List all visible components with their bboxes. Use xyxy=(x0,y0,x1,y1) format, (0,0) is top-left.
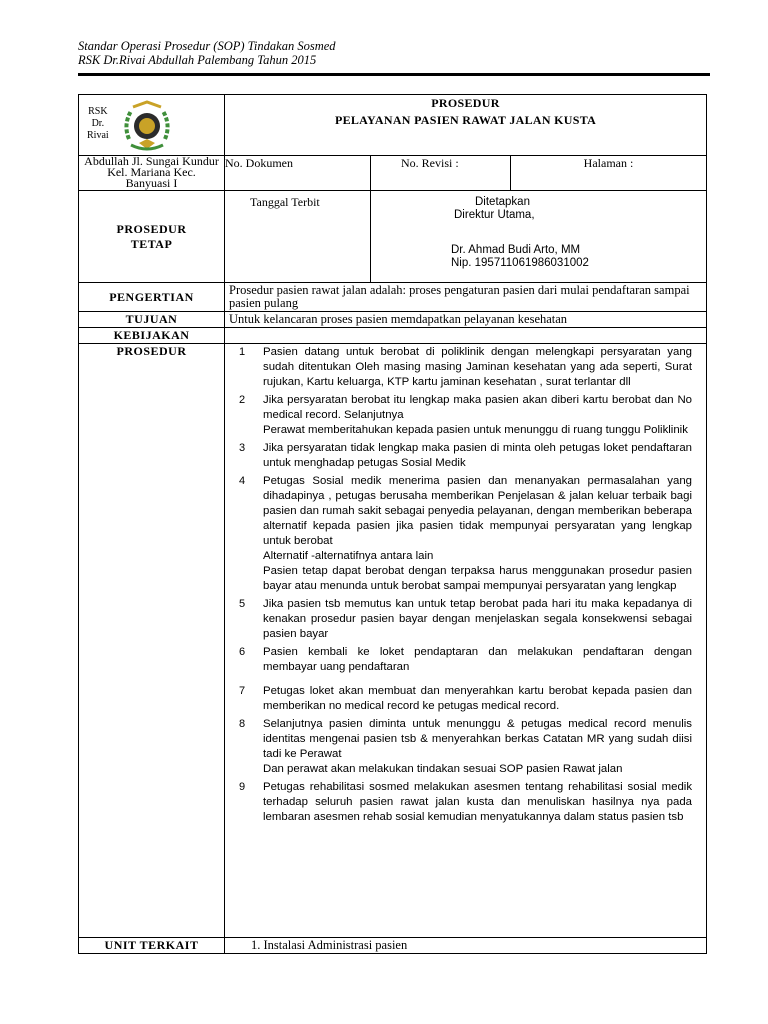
step-number: 4 xyxy=(239,475,246,487)
prosedur-steps-list xyxy=(225,345,706,825)
step-text: Jika persyaratan tidak lengkap maka pasien di minta oleh petugas loket pendaftaran untuk menghadap petugas Sosial Medik xyxy=(263,442,693,469)
pengertian-label: PENGERTIAN xyxy=(79,283,225,312)
ditetapkan-block xyxy=(371,191,707,283)
prosedur-step xyxy=(225,597,706,642)
kebijakan-label: KEBIJAKAN xyxy=(79,328,225,344)
hospital-address: Abdullah Jl. Sungai Kundur Kel. Mariana Kec. Banyuasi I xyxy=(79,156,225,191)
prosedur-step xyxy=(225,717,706,777)
step-number: 1 xyxy=(239,346,246,358)
unit-terkait-label: UNIT TERKAIT xyxy=(79,938,225,954)
unit-terkait-text: 1. Instalasi Administrasi pasien xyxy=(225,938,707,954)
prosedur-step xyxy=(225,780,706,825)
title-line1: PROSEDUR xyxy=(431,96,500,110)
halaman-cell: Halaman : xyxy=(511,156,707,191)
tanggal-terbit-cell: Tanggal Terbit xyxy=(225,191,371,283)
prosedur-step xyxy=(225,345,706,390)
step-text: Pasien datang untuk berobat di poliklinik dengan melengkapi persyaratan yang sudah ditentukan Oleh masing masing Jaminan kesehatan yang ada seperti, Surat rujukan, Kartu keluarga, KTP kartu jaminan kesehatan , surat terlantar dll xyxy=(263,346,693,388)
no-dokumen-cell: No. Dokumen xyxy=(225,156,371,191)
step-number: 8 xyxy=(239,718,246,730)
prosedur-steps-cell xyxy=(225,344,707,938)
prosedur-step xyxy=(225,393,706,438)
header-rule xyxy=(78,73,710,76)
step-number: 5 xyxy=(239,598,246,610)
document-title xyxy=(225,95,707,156)
prosedur-tetap-label: PROSEDUR TETAP xyxy=(79,191,225,283)
prosedur-label: PROSEDUR xyxy=(79,344,225,938)
step-number: 6 xyxy=(239,646,246,658)
ditetapkan-label: Ditetapkan xyxy=(475,196,530,208)
signer-nip: Nip. 195711061986031002 xyxy=(451,257,589,269)
signer-name: Dr. Ahmad Budi Arto, MM xyxy=(451,244,581,256)
prosedur-step xyxy=(225,474,706,594)
step-number: 3 xyxy=(239,442,246,454)
document-header-line1: Standar Operasi Prosedur (SOP) Tindakan Sosmed xyxy=(78,39,336,53)
tujuan-label: TUJUAN xyxy=(79,312,225,328)
step-text: Petugas rehabilitasi sosmed melakukan asesmen tentang rehabilitasi sosial medik terhadap seluruh pasien rawat jalan kusta dan menuliskan hasilnya nya pada lembaran asesmen rehab sosial kemudian menyatukannya dalam status pasien tsb xyxy=(263,781,693,823)
step-text: Jika persyaratan berobat itu lengkap maka pasien akan diberi kartu berobat dan No medical record. Selanjutnya Perawat memberitahukan kepada pasien untuk menunggu di ruang tunggu Poliklinik xyxy=(263,394,693,436)
tujuan-text: Untuk kelancaran proses pasien memdapatkan pelayanan kesehatan xyxy=(225,312,707,328)
step-number: 7 xyxy=(239,685,246,697)
step-text: Jika pasien tsb memutus kan untuk tetap berobat pada hari itu maka kepadanya di kenakan prosedur pasien bayar dengan menjelaskan segala konsekwensi sebagai pasien bayar xyxy=(263,598,693,640)
kebijakan-text xyxy=(225,328,707,344)
step-text: Pasien kembali ke loket pendaptaran dan melakukan pendaftaran dengan membayar uang pendaftaran xyxy=(263,646,693,673)
direktur-label: Direktur Utama, xyxy=(454,209,535,221)
prosedur-step xyxy=(225,441,706,471)
step-number: 9 xyxy=(239,781,246,793)
pengertian-text: Prosedur pasien rawat jalan adalah: proses pengaturan pasien dari mulai pendaftaran sampai pasien pulang xyxy=(225,283,707,312)
step-text: Selanjutnya pasien diminta untuk menunggu & petugas medical record menulis identitas mengenai pasien tsb & menyerahkan berkas Catatan MR yang sudah diisi tadi ke Perawat Dan perawat akan melakukan tindakan sesuai SOP pasien Rawat jalan xyxy=(263,718,693,775)
step-number: 2 xyxy=(239,394,246,406)
hospital-logo-cell xyxy=(79,95,225,156)
hospital-emblem-icon xyxy=(119,99,175,153)
prosedur-step xyxy=(225,684,706,714)
document-header-line2: RSK Dr.Rivai Abdullah Palembang Tahun 2015 xyxy=(78,53,317,67)
sop-table xyxy=(78,94,707,954)
prosedur-step xyxy=(225,645,706,675)
hospital-abbrev: RSK Dr. Rivai xyxy=(87,106,109,141)
no-revisi-cell: No. Revisi : xyxy=(371,156,511,191)
step-text: Petugas Sosial medik menerima pasien dan menanyakan permasalahan yang dihadapinya , petugas berusaha memberikan Penjelasan & jalan keluar terbaik bagi pasien dan rumah sakit sebagai penyedia pelayanan, dengan memberikan beberapa alternatif kepada pasien jika pasien tidak mempunyai persyaratan yang lengkap untuk berobat Alternatif -alternatifnya antara lain Pasien tetap dapat berobat dengan terpaksa harus menggunakan prosedur pasien bayar atau menunda untuk berobat sampai mempunyai persyaratan yang lengkap xyxy=(263,475,693,592)
step-text: Petugas loket akan membuat dan menyerahkan kartu berobat kepada pasien dan memberikan no medical record ke petugas medical record. xyxy=(263,685,693,712)
title-line2: PELAYANAN PASIEN RAWAT JALAN KUSTA xyxy=(334,113,597,127)
